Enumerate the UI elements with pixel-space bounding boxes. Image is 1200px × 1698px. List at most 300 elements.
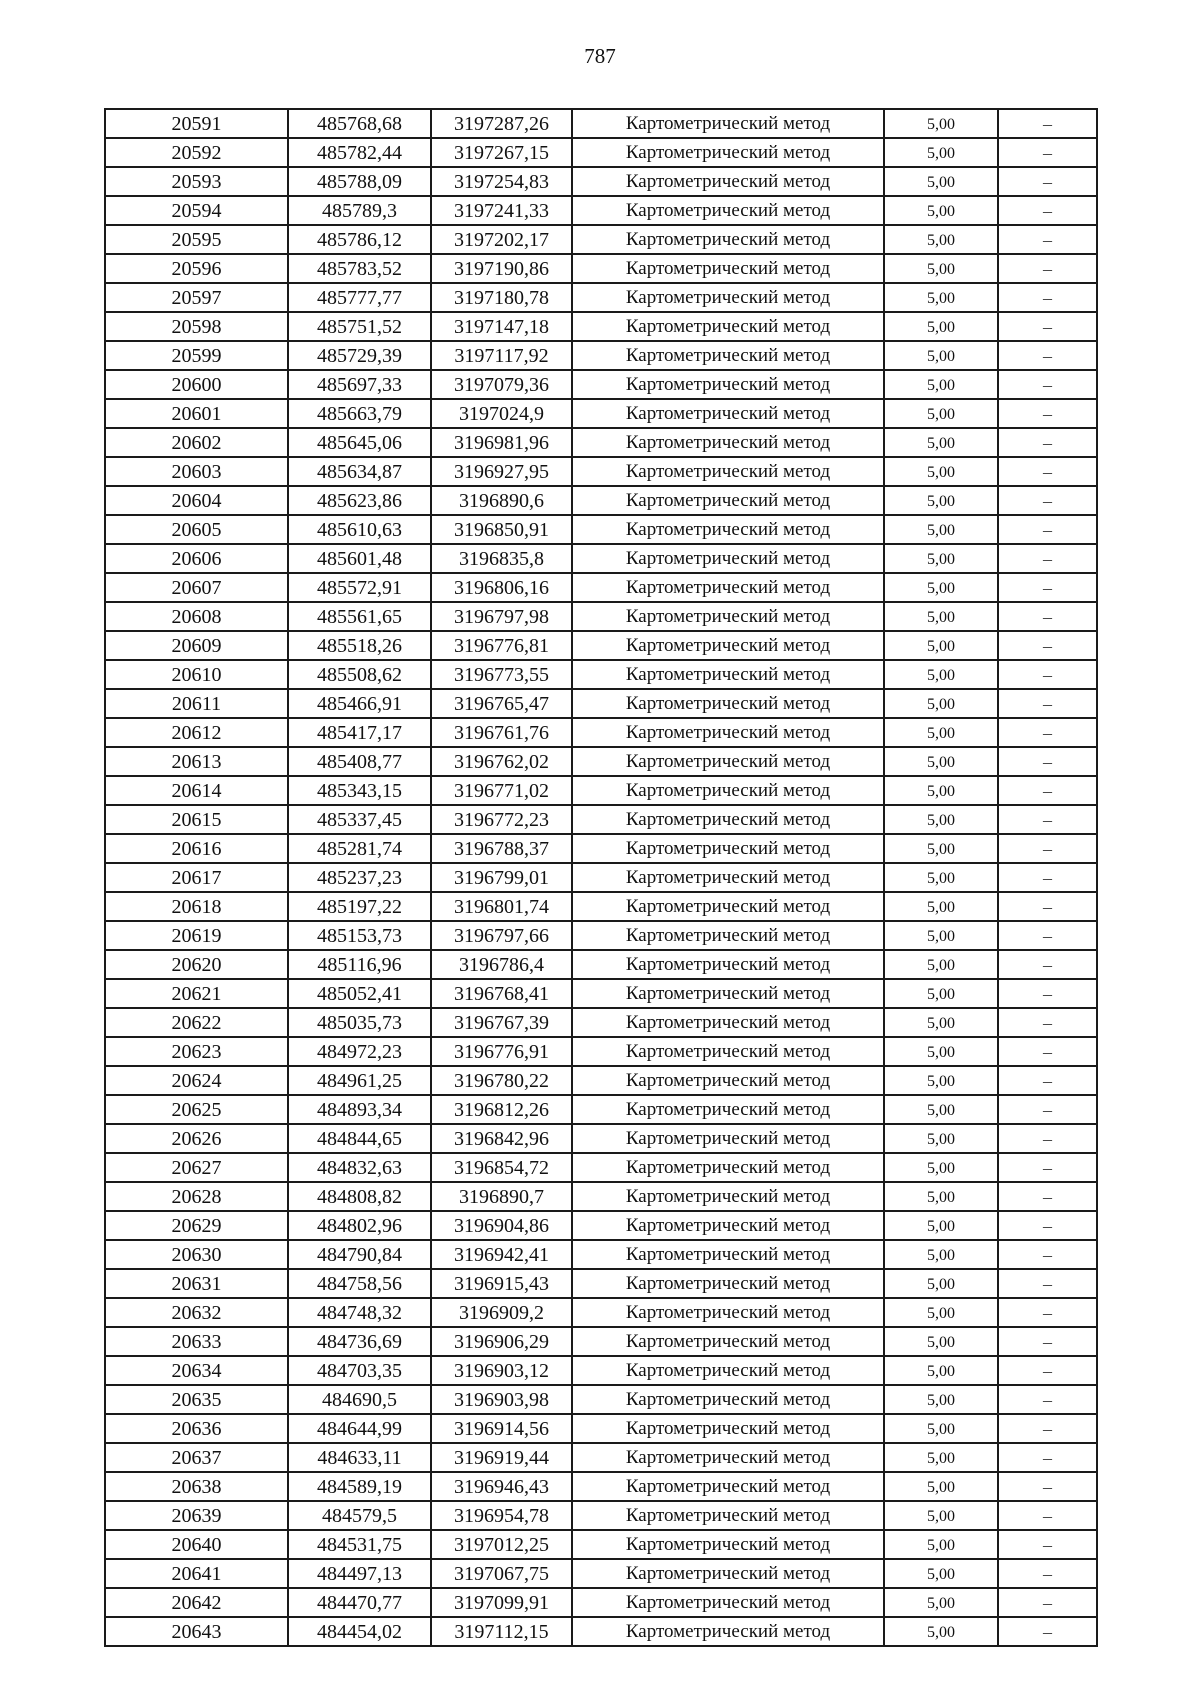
method-cell: Картометрический метод: [572, 1182, 884, 1211]
point-number-cell: 20597: [105, 283, 288, 312]
accuracy-cell: 5,00: [884, 718, 998, 747]
note-cell: –: [998, 1617, 1097, 1646]
note-cell: –: [998, 225, 1097, 254]
point-number-cell: 20643: [105, 1617, 288, 1646]
accuracy-cell: 5,00: [884, 1153, 998, 1182]
point-number-cell: 20620: [105, 950, 288, 979]
x-coordinate-cell: 485197,22: [288, 892, 431, 921]
y-coordinate-cell: 3196927,95: [431, 457, 572, 486]
point-number-cell: 20619: [105, 921, 288, 950]
method-cell: Картометрический метод: [572, 747, 884, 776]
y-coordinate-cell: 3196850,91: [431, 515, 572, 544]
method-cell: Картометрический метод: [572, 1095, 884, 1124]
method-cell: Картометрический метод: [572, 834, 884, 863]
method-cell: Картометрический метод: [572, 1327, 884, 1356]
method-cell: Картометрический метод: [572, 1443, 884, 1472]
method-cell: Картометрический метод: [572, 1530, 884, 1559]
x-coordinate-cell: 485116,96: [288, 950, 431, 979]
accuracy-cell: 5,00: [884, 631, 998, 660]
note-cell: –: [998, 1008, 1097, 1037]
point-number-cell: 20635: [105, 1385, 288, 1414]
note-cell: –: [998, 921, 1097, 950]
y-coordinate-cell: 3196906,29: [431, 1327, 572, 1356]
note-cell: –: [998, 979, 1097, 1008]
point-number-cell: 20637: [105, 1443, 288, 1472]
accuracy-cell: 5,00: [884, 109, 998, 138]
y-coordinate-cell: 3196761,76: [431, 718, 572, 747]
x-coordinate-cell: 485751,52: [288, 312, 431, 341]
accuracy-cell: 5,00: [884, 1298, 998, 1327]
x-coordinate-cell: 485783,52: [288, 254, 431, 283]
point-number-cell: 20642: [105, 1588, 288, 1617]
method-cell: Картометрический метод: [572, 167, 884, 196]
x-coordinate-cell: 484497,13: [288, 1559, 431, 1588]
note-cell: –: [998, 254, 1097, 283]
method-cell: Картометрический метод: [572, 660, 884, 689]
method-cell: Картометрический метод: [572, 1240, 884, 1269]
method-cell: Картометрический метод: [572, 602, 884, 631]
point-number-cell: 20614: [105, 776, 288, 805]
note-cell: –: [998, 399, 1097, 428]
accuracy-cell: 5,00: [884, 196, 998, 225]
accuracy-cell: 5,00: [884, 486, 998, 515]
x-coordinate-cell: 485663,79: [288, 399, 431, 428]
point-number-cell: 20638: [105, 1472, 288, 1501]
note-cell: –: [998, 1501, 1097, 1530]
accuracy-cell: 5,00: [884, 138, 998, 167]
note-cell: –: [998, 718, 1097, 747]
point-number-cell: 20609: [105, 631, 288, 660]
accuracy-cell: 5,00: [884, 747, 998, 776]
page-number: 787: [584, 44, 616, 68]
table-row: [105, 1356, 1097, 1385]
y-coordinate-cell: 3196919,44: [431, 1443, 572, 1472]
table-row: [105, 370, 1097, 399]
y-coordinate-cell: 3196797,98: [431, 602, 572, 631]
point-number-cell: 20632: [105, 1298, 288, 1327]
y-coordinate-cell: 3196788,37: [431, 834, 572, 863]
note-cell: –: [998, 631, 1097, 660]
y-coordinate-cell: 3196942,41: [431, 1240, 572, 1269]
y-coordinate-cell: 3197079,36: [431, 370, 572, 399]
accuracy-cell: 5,00: [884, 1327, 998, 1356]
accuracy-cell: 5,00: [884, 544, 998, 573]
table-row: [105, 1472, 1097, 1501]
y-coordinate-cell: 3196786,4: [431, 950, 572, 979]
x-coordinate-cell: 485035,73: [288, 1008, 431, 1037]
x-coordinate-cell: 485417,17: [288, 718, 431, 747]
note-cell: –: [998, 1414, 1097, 1443]
method-cell: Картометрический метод: [572, 341, 884, 370]
y-coordinate-cell: 3196768,41: [431, 979, 572, 1008]
table-row: [105, 1095, 1097, 1124]
note-cell: –: [998, 1385, 1097, 1414]
point-number-cell: 20631: [105, 1269, 288, 1298]
method-cell: Картометрический метод: [572, 109, 884, 138]
note-cell: –: [998, 1037, 1097, 1066]
x-coordinate-cell: 485788,09: [288, 167, 431, 196]
x-coordinate-cell: 485281,74: [288, 834, 431, 863]
table-row: [105, 892, 1097, 921]
table-row: [105, 254, 1097, 283]
table-row: [105, 776, 1097, 805]
note-cell: –: [998, 1327, 1097, 1356]
x-coordinate-cell: 485697,33: [288, 370, 431, 399]
method-cell: Картометрический метод: [572, 457, 884, 486]
table-row: [105, 1414, 1097, 1443]
point-number-cell: 20605: [105, 515, 288, 544]
y-coordinate-cell: 3197012,25: [431, 1530, 572, 1559]
y-coordinate-cell: 3197180,78: [431, 283, 572, 312]
y-coordinate-cell: 3196801,74: [431, 892, 572, 921]
method-cell: Картометрический метод: [572, 1559, 884, 1588]
point-number-cell: 20604: [105, 486, 288, 515]
accuracy-cell: 5,00: [884, 1066, 998, 1095]
table-row: [105, 1385, 1097, 1414]
note-cell: –: [998, 312, 1097, 341]
y-coordinate-cell: 3196903,98: [431, 1385, 572, 1414]
x-coordinate-cell: 485337,45: [288, 805, 431, 834]
note-cell: –: [998, 834, 1097, 863]
method-cell: Картометрический метод: [572, 1298, 884, 1327]
accuracy-cell: 5,00: [884, 283, 998, 312]
note-cell: –: [998, 1588, 1097, 1617]
point-number-cell: 20634: [105, 1356, 288, 1385]
method-cell: Картометрический метод: [572, 718, 884, 747]
table-row: [105, 109, 1097, 138]
note-cell: –: [998, 1182, 1097, 1211]
method-cell: Картометрический метод: [572, 1356, 884, 1385]
y-coordinate-cell: 3196842,96: [431, 1124, 572, 1153]
accuracy-cell: 5,00: [884, 834, 998, 863]
point-number-cell: 20606: [105, 544, 288, 573]
point-number-cell: 20628: [105, 1182, 288, 1211]
table-row: [105, 921, 1097, 950]
table-row: [105, 1327, 1097, 1356]
point-number-cell: 20629: [105, 1211, 288, 1240]
method-cell: Картометрический метод: [572, 370, 884, 399]
y-coordinate-cell: 3196890,6: [431, 486, 572, 515]
table-row: [105, 428, 1097, 457]
note-cell: –: [998, 138, 1097, 167]
x-coordinate-cell: 485786,12: [288, 225, 431, 254]
x-coordinate-cell: 485645,06: [288, 428, 431, 457]
note-cell: –: [998, 1066, 1097, 1095]
accuracy-cell: 5,00: [884, 1182, 998, 1211]
method-cell: Картометрический метод: [572, 1211, 884, 1240]
table-row: [105, 1559, 1097, 1588]
point-number-cell: 20593: [105, 167, 288, 196]
y-coordinate-cell: 3196890,7: [431, 1182, 572, 1211]
table-row: [105, 573, 1097, 602]
accuracy-cell: 5,00: [884, 921, 998, 950]
note-cell: –: [998, 1472, 1097, 1501]
y-coordinate-cell: 3197267,15: [431, 138, 572, 167]
accuracy-cell: 5,00: [884, 1037, 998, 1066]
point-number-cell: 20612: [105, 718, 288, 747]
method-cell: Картометрический метод: [572, 573, 884, 602]
point-number-cell: 20621: [105, 979, 288, 1008]
accuracy-cell: 5,00: [884, 515, 998, 544]
accuracy-cell: 5,00: [884, 805, 998, 834]
y-coordinate-cell: 3197067,75: [431, 1559, 572, 1588]
accuracy-cell: 5,00: [884, 863, 998, 892]
method-cell: Картометрический метод: [572, 776, 884, 805]
x-coordinate-cell: 484844,65: [288, 1124, 431, 1153]
table-row: [105, 196, 1097, 225]
y-coordinate-cell: 3197024,9: [431, 399, 572, 428]
x-coordinate-cell: 484690,5: [288, 1385, 431, 1414]
x-coordinate-cell: 485623,86: [288, 486, 431, 515]
table-row: [105, 486, 1097, 515]
x-coordinate-cell: 485518,26: [288, 631, 431, 660]
y-coordinate-cell: 3196765,47: [431, 689, 572, 718]
point-number-cell: 20608: [105, 602, 288, 631]
method-cell: Картометрический метод: [572, 1617, 884, 1646]
y-coordinate-cell: 3196806,16: [431, 573, 572, 602]
method-cell: Картометрический метод: [572, 863, 884, 892]
x-coordinate-cell: 484454,02: [288, 1617, 431, 1646]
note-cell: –: [998, 515, 1097, 544]
note-cell: –: [998, 1530, 1097, 1559]
x-coordinate-cell: 485610,63: [288, 515, 431, 544]
table-row: [105, 167, 1097, 196]
x-coordinate-cell: 484808,82: [288, 1182, 431, 1211]
x-coordinate-cell: 485729,39: [288, 341, 431, 370]
y-coordinate-cell: 3197112,15: [431, 1617, 572, 1646]
accuracy-cell: 5,00: [884, 950, 998, 979]
x-coordinate-cell: 485601,48: [288, 544, 431, 573]
accuracy-cell: 5,00: [884, 370, 998, 399]
note-cell: –: [998, 747, 1097, 776]
accuracy-cell: 5,00: [884, 1617, 998, 1646]
y-coordinate-cell: 3196773,55: [431, 660, 572, 689]
table-row: [105, 1124, 1097, 1153]
x-coordinate-cell: 485508,62: [288, 660, 431, 689]
note-cell: –: [998, 544, 1097, 573]
accuracy-cell: 5,00: [884, 1008, 998, 1037]
accuracy-cell: 5,00: [884, 399, 998, 428]
point-number-cell: 20623: [105, 1037, 288, 1066]
note-cell: –: [998, 1298, 1097, 1327]
table-row: [105, 805, 1097, 834]
table-row: [105, 950, 1097, 979]
point-number-cell: 20624: [105, 1066, 288, 1095]
y-coordinate-cell: 3196772,23: [431, 805, 572, 834]
x-coordinate-cell: 484470,77: [288, 1588, 431, 1617]
method-cell: Картометрический метод: [572, 312, 884, 341]
method-cell: Картометрический метод: [572, 1153, 884, 1182]
note-cell: –: [998, 1356, 1097, 1385]
point-number-cell: 20595: [105, 225, 288, 254]
method-cell: Картометрический метод: [572, 1008, 884, 1037]
table-row: [105, 1008, 1097, 1037]
note-cell: –: [998, 457, 1097, 486]
x-coordinate-cell: 485768,68: [288, 109, 431, 138]
x-coordinate-cell: 485343,15: [288, 776, 431, 805]
table-row: [105, 341, 1097, 370]
y-coordinate-cell: 3197147,18: [431, 312, 572, 341]
x-coordinate-cell: 484802,96: [288, 1211, 431, 1240]
point-number-cell: 20622: [105, 1008, 288, 1037]
point-number-cell: 20636: [105, 1414, 288, 1443]
method-cell: Картометрический метод: [572, 979, 884, 1008]
y-coordinate-cell: 3196904,86: [431, 1211, 572, 1240]
y-coordinate-cell: 3196771,02: [431, 776, 572, 805]
y-coordinate-cell: 3197202,17: [431, 225, 572, 254]
note-cell: –: [998, 805, 1097, 834]
note-cell: –: [998, 776, 1097, 805]
method-cell: Картометрический метод: [572, 1037, 884, 1066]
point-number-cell: 20592: [105, 138, 288, 167]
y-coordinate-cell: 3197117,92: [431, 341, 572, 370]
y-coordinate-cell: 3196914,56: [431, 1414, 572, 1443]
coordinates-table: [104, 108, 1098, 1647]
point-number-cell: 20639: [105, 1501, 288, 1530]
method-cell: Картометрический метод: [572, 138, 884, 167]
table-row: [105, 515, 1097, 544]
x-coordinate-cell: 485153,73: [288, 921, 431, 950]
table-row: [105, 631, 1097, 660]
note-cell: –: [998, 1095, 1097, 1124]
point-number-cell: 20599: [105, 341, 288, 370]
note-cell: –: [998, 1269, 1097, 1298]
x-coordinate-cell: 484758,56: [288, 1269, 431, 1298]
y-coordinate-cell: 3196903,12: [431, 1356, 572, 1385]
table-row: [105, 979, 1097, 1008]
table-row: [105, 138, 1097, 167]
accuracy-cell: 5,00: [884, 1269, 998, 1298]
x-coordinate-cell: 485782,44: [288, 138, 431, 167]
table-row: [105, 312, 1097, 341]
note-cell: –: [998, 689, 1097, 718]
y-coordinate-cell: 3196762,02: [431, 747, 572, 776]
point-number-cell: 20598: [105, 312, 288, 341]
table-row: [105, 283, 1097, 312]
note-cell: –: [998, 1153, 1097, 1182]
point-number-cell: 20617: [105, 863, 288, 892]
accuracy-cell: 5,00: [884, 1588, 998, 1617]
y-coordinate-cell: 3197254,83: [431, 167, 572, 196]
x-coordinate-cell: 485237,23: [288, 863, 431, 892]
y-coordinate-cell: 3196797,66: [431, 921, 572, 950]
y-coordinate-cell: 3196812,26: [431, 1095, 572, 1124]
point-number-cell: 20630: [105, 1240, 288, 1269]
method-cell: Картометрический метод: [572, 1588, 884, 1617]
accuracy-cell: 5,00: [884, 1501, 998, 1530]
y-coordinate-cell: 3197287,26: [431, 109, 572, 138]
table-row: [105, 457, 1097, 486]
x-coordinate-cell: 484531,75: [288, 1530, 431, 1559]
method-cell: Картометрический метод: [572, 631, 884, 660]
table-row: [105, 1501, 1097, 1530]
point-number-cell: 20600: [105, 370, 288, 399]
accuracy-cell: 5,00: [884, 341, 998, 370]
y-coordinate-cell: 3197099,91: [431, 1588, 572, 1617]
note-cell: –: [998, 892, 1097, 921]
note-cell: –: [998, 109, 1097, 138]
note-cell: –: [998, 1240, 1097, 1269]
point-number-cell: 20601: [105, 399, 288, 428]
y-coordinate-cell: 3196835,8: [431, 544, 572, 573]
note-cell: –: [998, 370, 1097, 399]
table-row: [105, 1617, 1097, 1646]
table-row: [105, 399, 1097, 428]
point-number-cell: 20618: [105, 892, 288, 921]
y-coordinate-cell: 3196915,43: [431, 1269, 572, 1298]
point-number-cell: 20611: [105, 689, 288, 718]
y-coordinate-cell: 3196946,43: [431, 1472, 572, 1501]
method-cell: Картометрический метод: [572, 486, 884, 515]
accuracy-cell: 5,00: [884, 312, 998, 341]
table-row: [105, 1530, 1097, 1559]
accuracy-cell: 5,00: [884, 602, 998, 631]
method-cell: Картометрический метод: [572, 428, 884, 457]
method-cell: Картометрический метод: [572, 1385, 884, 1414]
accuracy-cell: 5,00: [884, 225, 998, 254]
table-row: [105, 1066, 1097, 1095]
table-row: [105, 834, 1097, 863]
method-cell: Картометрический метод: [572, 805, 884, 834]
x-coordinate-cell: 484633,11: [288, 1443, 431, 1472]
x-coordinate-cell: 484748,32: [288, 1298, 431, 1327]
accuracy-cell: 5,00: [884, 689, 998, 718]
note-cell: –: [998, 196, 1097, 225]
accuracy-cell: 5,00: [884, 254, 998, 283]
accuracy-cell: 5,00: [884, 573, 998, 602]
note-cell: –: [998, 573, 1097, 602]
accuracy-cell: 5,00: [884, 1095, 998, 1124]
point-number-cell: 20607: [105, 573, 288, 602]
table-row: [105, 718, 1097, 747]
point-number-cell: 20610: [105, 660, 288, 689]
y-coordinate-cell: 3196767,39: [431, 1008, 572, 1037]
table-row: [105, 747, 1097, 776]
x-coordinate-cell: 485561,65: [288, 602, 431, 631]
x-coordinate-cell: 484579,5: [288, 1501, 431, 1530]
table-row: [105, 1298, 1097, 1327]
method-cell: Картометрический метод: [572, 515, 884, 544]
accuracy-cell: 5,00: [884, 1240, 998, 1269]
y-coordinate-cell: 3196780,22: [431, 1066, 572, 1095]
y-coordinate-cell: 3197190,86: [431, 254, 572, 283]
accuracy-cell: 5,00: [884, 1559, 998, 1588]
method-cell: Картометрический метод: [572, 1472, 884, 1501]
y-coordinate-cell: 3196981,96: [431, 428, 572, 457]
point-number-cell: 20616: [105, 834, 288, 863]
method-cell: Картометрический метод: [572, 283, 884, 312]
accuracy-cell: 5,00: [884, 167, 998, 196]
method-cell: Картометрический метод: [572, 950, 884, 979]
point-number-cell: 20615: [105, 805, 288, 834]
note-cell: –: [998, 1559, 1097, 1588]
table-row: [105, 1588, 1097, 1617]
x-coordinate-cell: 484703,35: [288, 1356, 431, 1385]
table-row: [105, 1240, 1097, 1269]
x-coordinate-cell: 485634,87: [288, 457, 431, 486]
method-cell: Картометрический метод: [572, 892, 884, 921]
y-coordinate-cell: 3196776,81: [431, 631, 572, 660]
coordinates-table-body: [105, 109, 1097, 1646]
point-number-cell: 20594: [105, 196, 288, 225]
accuracy-cell: 5,00: [884, 1124, 998, 1153]
note-cell: –: [998, 428, 1097, 457]
x-coordinate-cell: 484736,69: [288, 1327, 431, 1356]
point-number-cell: 20641: [105, 1559, 288, 1588]
note-cell: –: [998, 341, 1097, 370]
note-cell: –: [998, 283, 1097, 312]
table-row: [105, 1037, 1097, 1066]
